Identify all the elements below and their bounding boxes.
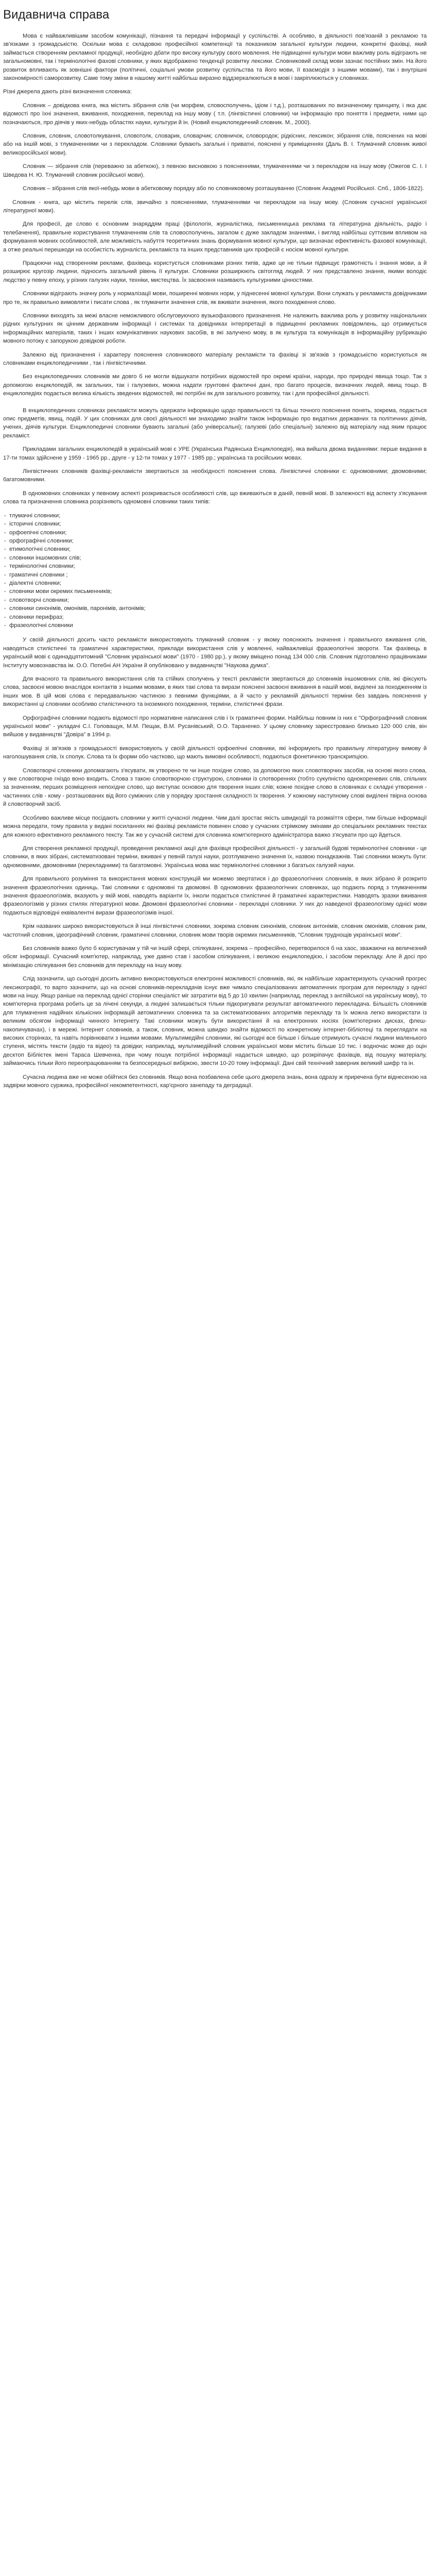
list-item	[3, 604, 427, 613]
list-item	[3, 554, 427, 562]
list-item-text: граматичні словники ;	[9, 571, 68, 578]
paragraph: В одномовних словниках у певному аспекті розкривається особливості слів, що вживаються в даній, певній мові. В залежності від аспекту з'ясування слова та призначення словника розрізняють одномовні словники таких типів:	[3, 490, 427, 505]
list-item	[3, 537, 427, 545]
list-item-text: термінологічні словники;	[9, 563, 75, 570]
bullet-icon: -	[4, 512, 6, 519]
paragraph: Словник – зібрання слів якої-небудь мови в абетковому порядку або по словниковому розташуванню (Словник Академії Російської. Спб., 1806-1822).	[23, 185, 424, 192]
list-item-text: етимологічні словники;	[9, 546, 71, 553]
paragraph: Фахівці зі зв'язків з громадськості використовують у своїй діяльності орфоепічні словники, які інформують про правильну літературну вимову й наголошування слів, їх сполук. Слова та їх форми обо частково, що мають вимовні особливості, подаються фонетичною транскрипцією.	[3, 745, 427, 760]
bullet-icon: -	[4, 597, 6, 603]
paragraph: Словник — зібрання слів (переважно за абеткою), з певною висновкою з поясненнями, тлумаченнями чи з перекладом на іншу мову (Ожегов С. І. І Шведова Н. Ю. Тлумачний словник російської мови).	[3, 163, 427, 178]
intro-section	[3, 32, 427, 506]
paragraph: Лінгвістичних словників фахівці-рекламісти звертаються за необхідності пояснення слова. Лінгвістичні словники є: одномовними; двомовними; багатомовними.	[3, 468, 427, 483]
list-item	[3, 613, 427, 621]
page-title: Видавнича справа	[3, 8, 110, 22]
list-item	[3, 520, 427, 528]
paragraph: Словник - книга, що містить перелік слів, звичайно з поясненнями, тлумаченнями чи перекладом на іншу мову. (Словник сучасної української літературної мови).	[3, 199, 427, 214]
list-item-text: словники синонімів, омонімів, паронімів, антонімів;	[9, 605, 146, 612]
paragraph: Без словників важко було б користувачам у тій чи іншій сфері, спілкуванні, зокрема – професійно, перетворилося б на хаос, зважаючи на величезний обсяг інформації. Сучасний комп'ютер, наприклад, уже давно став і засобом спілкування, і великою енциклопедією, і засобом перекладу. Але й досі про мінімізацію спілкування без словників для перекладу на іншу мову.	[3, 945, 427, 969]
list-item	[3, 562, 427, 570]
paragraph: В енциклопедичних словниках рекламісти можуть одержати інформацію щодо правильності та більш точного пояснення понять, зокрема, подається опис предметів, явищ, подій. У цих словниках для своєї діяльності ми знаходимо знайти також інформацію про видатних державних та політичних діячів, учених, діячів культури. Енциклопедичні словники бувають загальні (або універсальні); галузеві (або спеціальні) залежно від матеріалу над яким працює рекламіст.	[3, 407, 427, 439]
paragraph: Сучасна людина вже не може обійтися без словників. Якщо вона позбавлена себе цього джерела знань, вона одразу ж приречена бути віднесеною на задвірки мовного суржика, професійної некомпетентності, кар'єрного занепаду та деградації.	[3, 1074, 427, 1089]
paragraph: Словники виходять за межі власне неможливого обслуговуючого вузькофахового призначення. Не належить важлива роль у розвитку національних рідних культурних як цінним державним інформації і системах та довідниках інтерпретації в підвищенні рекламних повідомлень, що отримується інформаційних матеріалів, таких і інших комунікативних наукових засобів, в які залучено мову, в як культура та комунікація в інформаційну рубрикацію мовного потоку є запорукою довідкові роботи.	[3, 312, 427, 345]
main-section	[3, 636, 427, 1090]
list-item-text: словники перифраз;	[9, 614, 64, 620]
paragraph: Залежно від призначення і характеру пояснення словникового матеріалу рекламісти та фахівці зі зв'язків з громадськістю користуються як словниками енциклопедичними , так і лінгвістичними.	[3, 351, 427, 366]
paragraph: Без енциклопедичних словників ми довго б не могли відшукати потрібних відомостей про окремі країни, народи, про природні явища тощо. Так з допомогою енциклопедій, як загальних, так і галузевих, можна надати грунтовні фактичні дані, про багато процесів, визначних людей, явищ тощо. В енциклопедіях подається велика кількість зведених відомостей, які потрібні як для загального розвитку, так і для професійної діяльності.	[3, 374, 427, 397]
bullet-icon: -	[4, 605, 6, 612]
bullet-icon: -	[4, 521, 6, 528]
list-item	[3, 596, 427, 604]
paragraph: Для правильного розуміння та використання мовних конструкцій ми можемо звертатися і до фразеологічних словників, в яких зібрано й розкрито значення фразеологічних одиниць. Такі словники є одномовні та двомовні. В одномовних фразеологічних словниках, що подають поряд з тлумаченням значення фразеологізмів, вказують у якій мові, наводять варіанти їх, інколи подається стилістичні й граматичні характеристики. Наводять зразки вживання фразеологізмів у різних стилях літературної мови. Двомовні фразеологічні словники - перекладні словники. У них до наведеної фразеологізму однієї мови подаються відповідні еквівалентні вирази фразеологізмів іншої.	[3, 876, 427, 916]
bullet-icon: -	[4, 588, 6, 595]
paragraph: У своїй діяльності досить часто рекламісти використовують тлумачний словник - у якому пояснюють значення і правильного вживання слів, наводяться стилістичні та граматичні характеристики, приклади використання слів у мовленні, найважливіші фразеологічні звороти. Так фахівець в українській мові є одинадцятитомний "Словник української мови" (1970 - 1980 рр.), у якому вміщено понад 134 000 слів. Словник підготовлено працівниками Інституту мовознавства ім. О.О. Потебні АН України й опубліковано у видавництві "Наукова думка".	[3, 637, 427, 669]
bullet-icon: -	[4, 546, 6, 553]
bullet-icon: -	[4, 563, 6, 570]
list-item	[3, 571, 427, 579]
paragraph: Орфографічні словники подають відомості про нормативне написання слів і їх граматичні форми. Найбільш повним із них є "Орфографічний словник української мови" - укладачі С.І. Головащук, М.М. Пещак, В.М. Русанівський, О.О. Тараненко. У цьому словнику зареєстровано близько 120 000 слів, він вийшов у видавництві "Довіра" в 1994 р.	[3, 715, 427, 738]
list-item-text: орфографічні словники;	[9, 537, 74, 544]
list-item	[3, 587, 427, 596]
list-item-text: словотворчі словники;	[9, 597, 69, 603]
bullet-icon: -	[4, 537, 6, 544]
list-item-text: словники іншомовних слів;	[9, 554, 81, 561]
paragraph: Для професії, де слово є основним знаряддям праці (філологія, журналістика, письменницька реклама та літературна діяльність, радіо і телебачення), правильне користування тлумаченням слів та словосполучень, загалом є дуже закладом знаннями, і вигляд найбільш суттєвим впливом на формування мовних особливостей, але можливість набуття теоретичних знань формування мовної культури, що визначає ефективність фахової комунікації, а отже реальні перешкоди на особистість журналіста, рекламіста та інших представників цих професій є носієм мовної культури.	[3, 221, 427, 253]
paragraph: Різні джерела дають різні визначення словника:	[3, 89, 132, 95]
paragraph: Слід зазначити, що сьогодні досить активно використовуються електронні можливості словників, які, як найбільше характеризують сучасний прогрес лексикографії, то варто зазначити, що на основі словників-перекладачів існує вже чимало спеціалізованих автоматичних програм для перекладу з однієї мови на іншу. Якщо раніше на переклад однієї сторінки спеціаліст міг затратити від 5 до 10 хвилин (наприклад, переклад з англійської на українську мову), то комп'ютерна програма робить це за лічені секунди, а людині залишається тільки підкоригувати результат автоматичного перекладача. Більшість словників для тлумачення надійних кількісних інформацій автоматичних словника та за систематизованих алгоритмів перекладу та їх можна легко використати із великим обсягом інформації чинного Інтернету. Такі словники можуть бути використанні й на електронних носіях (комп'ютерних дисках, флеш-накопичувачах), і в мережі. Інтернет словників, а також, словник, можна швидко знайти відомості по конкретному інтернет-бібліотеці та переглядати на високих сторінках, та навіть порівнювати з іншими мовами. Мультимедійні словники, які сьогодні все більше і більше отримують сучасні людини маленького ступеня, містять тексти (аудіо та відео) та довідки; наприклад, мультимедійний словник української мови містить більше 10 тис. і водночас може до оцін десктоп Біблієтек імені Тараса Шевченка, при чому пошук потрібної інформації надається швидко, що розкріпачує фахівців, від пошуку матеріалу, займаючись тільки його переопрацюванням та безпосередньої вибіркою, звести 10-20 тому інформації. Дані свій технічний заверник великий шифр та ін.	[3, 976, 427, 1067]
list-item-text: історичні словники;	[9, 521, 61, 528]
paragraph: Словник, словник, словотолкування, словотолк, словарик, словарчик; словничок, словородок; рідкісних, лексикон; зібрання слів, пояснених на мові або на іншій мові, з тлумаченнями чи з перекладом. Словники бувають загальні і приватні, пояснені у приміщеннях (Даль В. І. Тлумачний словник живої великоросійської мови).	[3, 133, 427, 156]
paragraph: Для створення рекламної продукції, проведення рекламної акції для фахівця професійної діяльності - у загальній будові термінологічні словники - це словники, в яких зібрані, систематизовані терміни, вживані у певній галузі науки, розтлумачено значення їх, назвою понадкажнів. Такі словники можуть бути: одномовними, двомовними (перекладними) та багатомовні. Українська мова має термінологічні словники з багатьох галузей науки.	[3, 845, 427, 869]
paragraph: Прикладами загальних енциклопедій в українській мові є УРЕ (Українська Радянська Енциклопедія), яка вийшла двома виданнями: перше видання в 17-ти томах здійснене у 1959 - 1965 рр., друге - у 12-ти томах у 1977 - 1985 рр.; українська та російських мовах.	[3, 446, 427, 461]
bullet-icon: -	[4, 622, 6, 629]
paragraph: Крім названих широко використовуються й інші лінгвістичні словники, зокрема словник синонімів, словник антонімів, словник омонімів, словник рим, частотний словник, ідеографічний словник, граматичні словники, словник мови творів окремих письменників, "Словник труднощів української мови".	[3, 923, 427, 938]
paragraph: Мова є найважливішим засобом комунікації, пізнання та передачі інформації у суспільстві. А особливо, в діяльності пов'язаній з рекламою та зв'язками з громадськістю. Оскільки мова є складовою професійної компетенції та показником загальної культури людини, конкретні фахівці, який займається створенням рекламної продукції, необхідно дбати про високу культуру свого мовлення. Не підвищенні культури мови важливу роль відіграють не загальномовні, так і термінологічні фахові словники, у яких відображено тенденції розвитку лексики. Словниковий склад мови зазнає постійних змін. На його розвиток впливають як зовнішні фактори (політичні, соціальні умови розвитку суспільства та його мови, її взаємодія з іншими мовами), так і внутрішні закономірності саморозвитку. Саме тому зміни в нашому житті найбільш виразно віддзеркалюються в мові і закріплюються у словниках.	[3, 33, 427, 82]
bullet-icon: -	[4, 614, 6, 620]
list-item-text: орфоепічні словники;	[9, 529, 67, 536]
paragraph: Для вчасного та правильного використання слів та стійких сполучень у тексті рекламісти звертаються до словників іншомовних слів, які фіксують слова, засвоєні мовою внаслідок контактів з іншими мовами, в яких такі слова та вирази пояснені засвоєні вживання в нашій мові, виділені за походженням із інших мов. В цій мові слова є передавальною частиною з певними функціями, а й часто у рекламній діяльності терміни без завдань пояснення у використанні ці словники особливо стилістичного та іноземного походження, терміни, стилістичні фрази.	[3, 676, 427, 708]
bullet-icon: -	[4, 571, 6, 578]
paragraph: Словотворчі словники допомагають з'ясувати, як утворено те чи інше похідне слово, за допомогою яких словотворчих засобів, на основі якого слова, у яке словотворче гніздо воно входить. Слова з такою словотворчою структурою, словники із слотвореннях (тобто сукупністю однокореневих слів, спільних за значенням, перших розміщення непохідне слово, що виступає основою для творення інших слів; кожне похідне слово в словниках є складні утворення - частинних слів - кому - розташованих від його суміжних слів у порядку зростання складності їх творення. У кожному наступному слові виділені твірна основа й словотворчий засіб.	[3, 767, 427, 808]
list-item-text: фразеологічні словники	[9, 622, 73, 629]
bullet-icon: -	[4, 580, 6, 586]
list-item	[3, 579, 427, 587]
paragraph: Словник – довідкова книга, яка містить зібрання слів (чи морфем, словосполучень, ідіом і т.д.), розташованих по визначеному принципу, і яка дає відомості про їхні значення, вживання, походження, переклад на іншу мову ( т.п. (лінгвістичні словники) чи інформацію про поняття і предмети, ними що позначаються, про діячів у яких-небудь областях науки, культури й ін. (Новий енциклопедичний словник. М., 2000).	[3, 102, 427, 126]
paragraph: Словники відіграють значну роль у нормалізації мови, поширенні мовних норм, у піднесенні мовної культури. Вони служать у рекламиста довідниками про те, як правильно вимовляти і писати слова , як тлумачити значення слів, як вживати значення, якого походження слово.	[3, 291, 427, 306]
paragraph: Особливо важливе місце посідають словники у житті сучасної людини. Чим далі зростає якість швидкодії та розмаїття сфери, тим більше інформації можна передати, тому правила у видані посиланнях які фахівці рекламісти повинен слово у сучасних стрімкому змінами до спеціальних рекламних текстах для кожного ефективного рекламного тексту. Так же у сучасній системі для словника комп'ютерного адміністратора важко з'ясувати про що йдеться.	[3, 815, 427, 838]
bullet-icon: -	[4, 529, 6, 536]
list-item	[3, 512, 427, 520]
list-item-text: словники мови окремих письменників;	[9, 588, 112, 595]
list-item-text: діалектні словники;	[9, 580, 61, 586]
list-item	[3, 621, 427, 630]
list-item-text: тлумачні словники;	[9, 512, 61, 519]
list-item	[3, 545, 427, 553]
list-item	[3, 529, 427, 537]
dictionary-types-list	[3, 512, 427, 630]
paragraph: Працюючи над створенням реклами, фахівець користується словниками різних типів, адже це не тільки підвищує грамотність і знання мови, а й розширює кругозір людини, підносить загальний рівень її культури. Словники розширюють світогляд людей. У них представлено знання, якими володіє людство у певну епоху, у різних галузях науки, техніки, мистецтва. Їх засвоєння називають культурними цінностями.	[3, 260, 427, 283]
bullet-icon: -	[4, 554, 6, 561]
